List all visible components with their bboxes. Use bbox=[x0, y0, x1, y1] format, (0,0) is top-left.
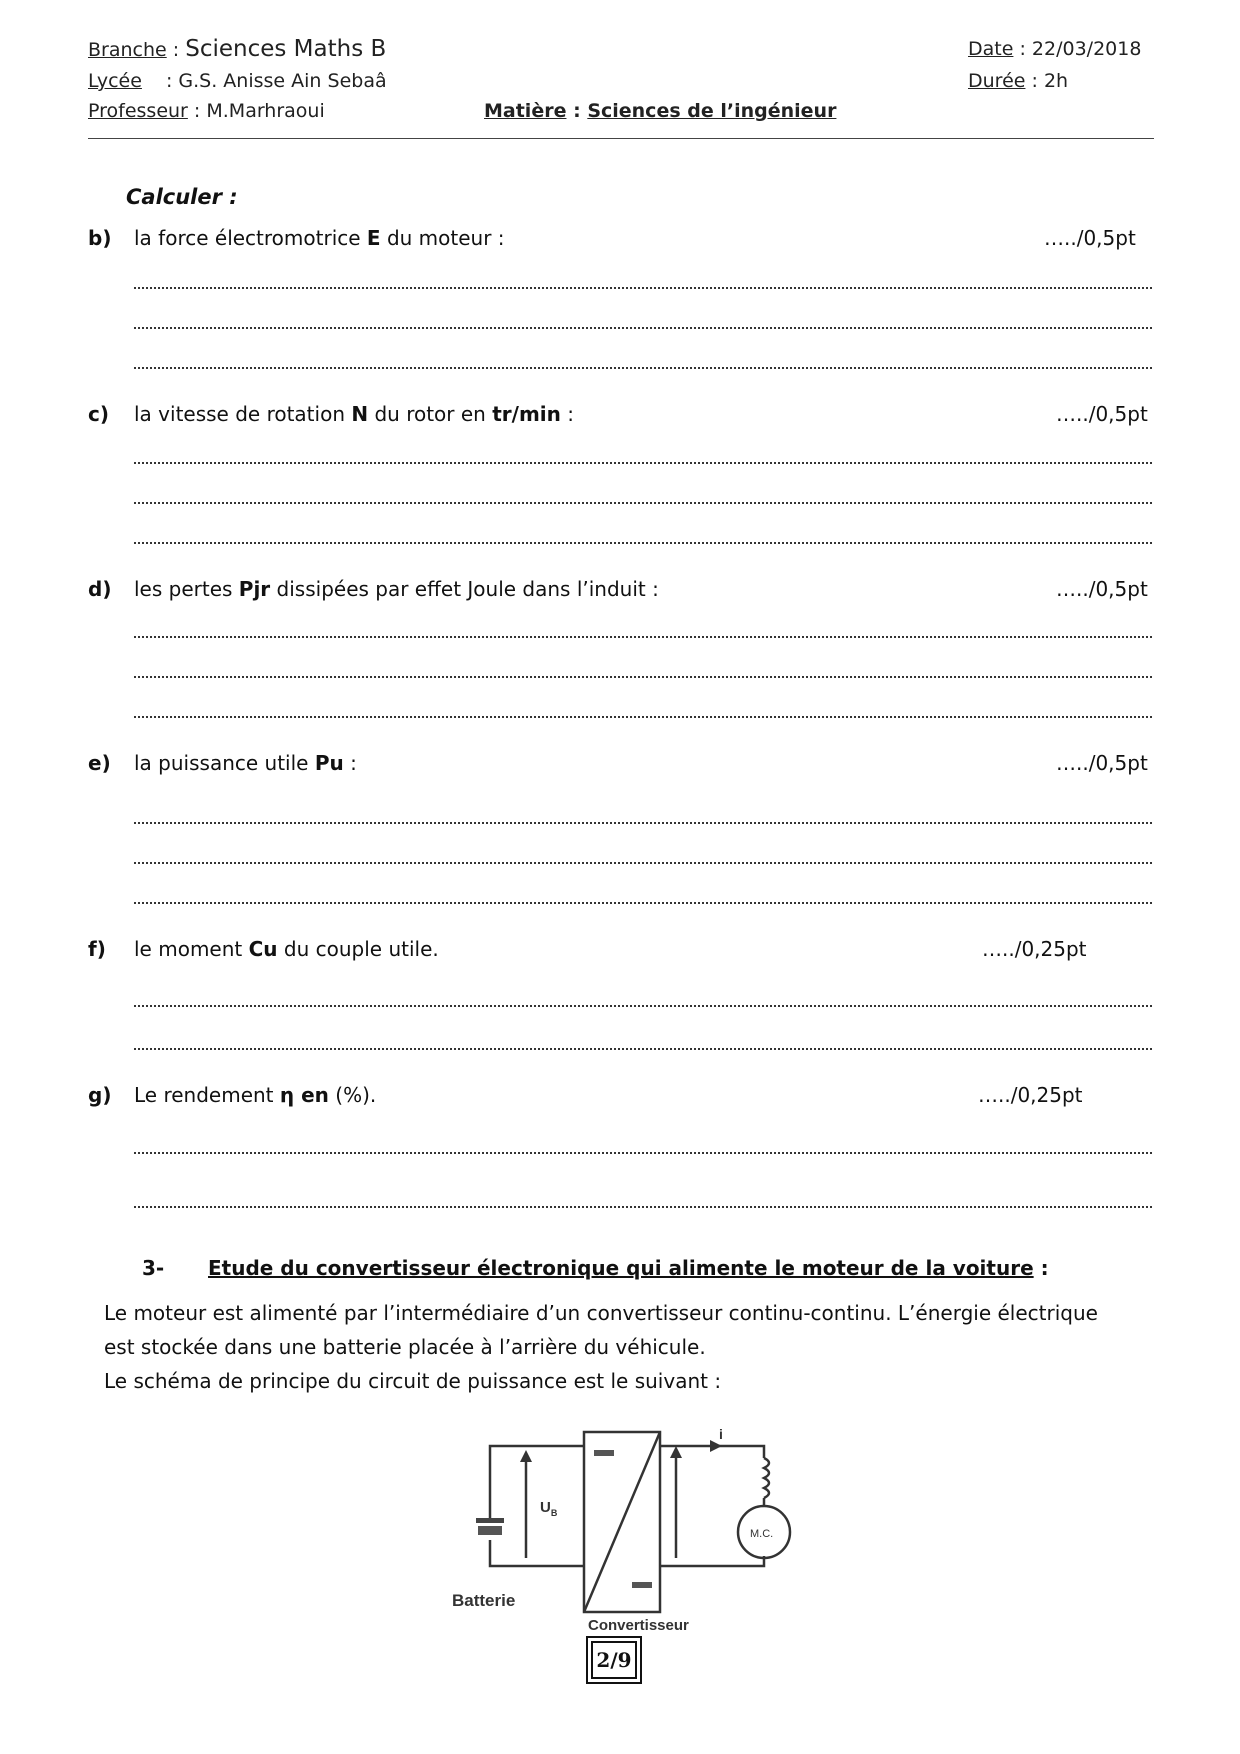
section-3-number: 3- bbox=[142, 1256, 165, 1280]
paragraph-line-1: Le moteur est alimenté par l’intermédiaire d’un convertisseur continu-continu. L’énergie électrique bbox=[104, 1301, 1098, 1325]
current-label: i bbox=[719, 1428, 723, 1442]
answer-line[interactable] bbox=[134, 1152, 1152, 1154]
page-number: 2/9 bbox=[591, 1641, 637, 1679]
wire bbox=[490, 1446, 584, 1522]
section-3-title: Etude du convertisseur électronique qui alimente le moteur de la voiture : bbox=[208, 1256, 1049, 1280]
branche-line: Branche : Sciences Maths B bbox=[88, 36, 387, 62]
answer-line[interactable] bbox=[134, 676, 1152, 678]
answer-line[interactable] bbox=[134, 1005, 1152, 1007]
date-label: Date bbox=[968, 38, 1014, 60]
branche-label: Branche bbox=[88, 39, 167, 61]
question-e-score: …../0,5pt bbox=[1056, 751, 1148, 775]
ub-label: $U_B$ bbox=[540, 1499, 558, 1518]
question-f-text: le moment Cu du couple utile. bbox=[134, 937, 439, 961]
question-letter-c: c) bbox=[88, 402, 109, 426]
question-g-score: …../0,25pt bbox=[978, 1083, 1083, 1107]
converter-mark bbox=[632, 1582, 652, 1588]
question-letter-e: e) bbox=[88, 751, 111, 775]
date-value: : 22/03/2018 bbox=[1019, 38, 1142, 60]
inductor-icon bbox=[764, 1458, 769, 1498]
answer-line[interactable] bbox=[134, 862, 1152, 864]
circuit-diagram bbox=[440, 1428, 810, 1632]
battery-label: Batterie bbox=[452, 1591, 516, 1610]
question-c-score: …../0,5pt bbox=[1056, 402, 1148, 426]
branche-value: Sciences Maths B bbox=[185, 36, 387, 62]
question-f-score: …../0,25pt bbox=[982, 937, 1087, 961]
question-g-text: Le rendement η en (%). bbox=[134, 1083, 377, 1107]
section-3-paragraph bbox=[104, 1296, 1166, 1398]
header-divider bbox=[88, 138, 1154, 139]
answer-line[interactable] bbox=[134, 1206, 1152, 1208]
answer-line[interactable] bbox=[134, 716, 1152, 718]
paragraph-line-3: Le schéma de principe du circuit de puissance est le suivant : bbox=[104, 1369, 722, 1393]
date-line bbox=[968, 38, 1141, 60]
wire bbox=[490, 1540, 584, 1566]
question-c-text: la vitesse de rotation N du rotor en tr/min : bbox=[134, 402, 574, 426]
lycee-label: Lycée bbox=[88, 70, 142, 92]
question-letter-d: d) bbox=[88, 577, 112, 601]
answer-line[interactable] bbox=[134, 287, 1152, 289]
answer-line[interactable] bbox=[134, 327, 1152, 329]
professeur-value: : M.Marhraoui bbox=[193, 100, 325, 122]
answer-line[interactable] bbox=[134, 367, 1152, 369]
battery-icon bbox=[478, 1526, 502, 1535]
lycee-line bbox=[88, 70, 387, 92]
answer-line[interactable] bbox=[134, 542, 1152, 544]
question-d-score: …../0,5pt bbox=[1056, 577, 1148, 601]
paragraph-line-2: est stockée dans une batterie placée à l’arrière du véhicule. bbox=[104, 1335, 706, 1359]
converter-label: Convertisseur bbox=[588, 1617, 689, 1632]
question-b-score: …../0,5pt bbox=[1044, 226, 1136, 250]
motor-label: M.C. bbox=[750, 1528, 774, 1540]
question-e-text: la puissance utile Pu : bbox=[134, 751, 357, 775]
duree-line bbox=[968, 70, 1068, 92]
answer-line[interactable] bbox=[134, 902, 1152, 904]
question-d-text: les pertes Pjr dissipées par effet Joule dans l’induit : bbox=[134, 577, 659, 601]
calculer-heading: Calculer : bbox=[126, 185, 238, 209]
matiere-value: Sciences de l’ingénieur bbox=[587, 100, 837, 122]
battery-plate bbox=[476, 1518, 504, 1523]
answer-line[interactable] bbox=[134, 502, 1152, 504]
matiere-line: Matière : Sciences de l’ingénieur bbox=[484, 100, 837, 122]
question-letter-b: b) bbox=[88, 226, 112, 250]
lycee-value: : G.S. Anisse Ain Sebaâ bbox=[165, 70, 387, 92]
duree-value: : 2h bbox=[1031, 70, 1069, 92]
arrowhead bbox=[670, 1446, 682, 1458]
answer-line[interactable] bbox=[134, 1048, 1152, 1050]
duree-label: Durée bbox=[968, 70, 1026, 92]
question-letter-g: g) bbox=[88, 1083, 112, 1107]
answer-line[interactable] bbox=[134, 822, 1152, 824]
matiere-label: Matière bbox=[484, 100, 567, 122]
answer-line[interactable] bbox=[134, 462, 1152, 464]
professeur-label: Professeur bbox=[88, 100, 188, 122]
arrowhead bbox=[520, 1450, 532, 1462]
question-b-text: la force électromotrice E du moteur : bbox=[134, 226, 505, 250]
converter-mark bbox=[594, 1450, 614, 1456]
question-letter-f: f) bbox=[88, 937, 106, 961]
professeur-line bbox=[88, 100, 325, 122]
answer-line[interactable] bbox=[134, 636, 1152, 638]
page-number-box bbox=[586, 1636, 642, 1684]
